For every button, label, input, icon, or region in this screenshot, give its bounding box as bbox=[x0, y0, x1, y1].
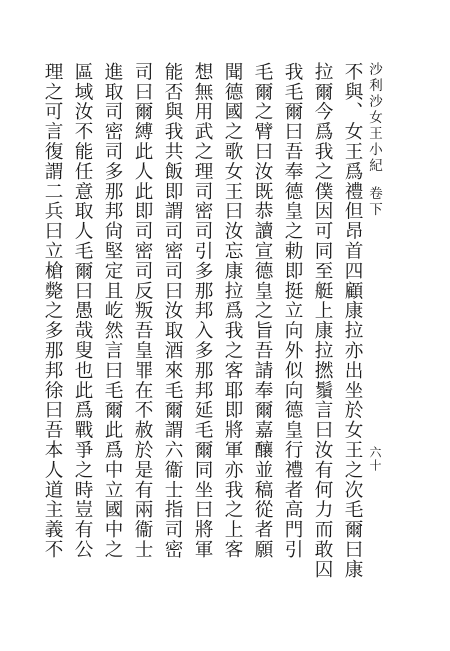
text-column-2: 拉爾今爲我之僕因可同至艇上康拉撚鬚言曰汝有何力而敢囚 bbox=[312, 62, 333, 580]
text-column-10: 區域汝不能任意取人毛爾曰愚哉叟也此爲戰爭之時豈有公 bbox=[72, 62, 93, 560]
text-column-11: 理之可言復謂二兵曰立槍斃之多那邦徐曰吾本人道主義不 bbox=[42, 62, 63, 560]
text-column-6: 想無用武之理司密司引多那邦入多那邦延毛爾同坐曰將軍 bbox=[192, 62, 213, 560]
text-column-9: 進取司密司多那邦尙堅定且屹然言曰毛爾此爲中立國中之 bbox=[102, 62, 123, 560]
text-column-8: 司曰爾縛此人此即司密司反叛吾皇罪在不赦於是有兩衞士 bbox=[132, 62, 153, 560]
page-number: 六十 bbox=[368, 446, 382, 472]
text-column-1: 不與、女王爲禮但昂首四顧康拉亦出坐於女王之次毛爾曰康 bbox=[342, 62, 363, 580]
volume-label: 卷下 bbox=[366, 186, 382, 218]
book-title: 沙利沙女王小紀 bbox=[366, 62, 382, 174]
text-column-5: 聞德國之歌女王曰汝忘康拉爲我之客耶即將軍亦我之上客 bbox=[222, 62, 243, 560]
text-column-3: 我毛爾曰吾奉德皇之勅即挺立向外似向德皇行禮者高門引 bbox=[282, 62, 303, 560]
text-column-7: 能否與我共飯即謂司密司曰汝取酒來毛爾謂六衞士指司密 bbox=[162, 62, 183, 560]
running-header bbox=[366, 62, 382, 218]
text-column-4: 毛爾之臂曰汝既恭讀宣德皇之旨吾請奉爾嘉釀並稿從者願 bbox=[252, 62, 273, 560]
